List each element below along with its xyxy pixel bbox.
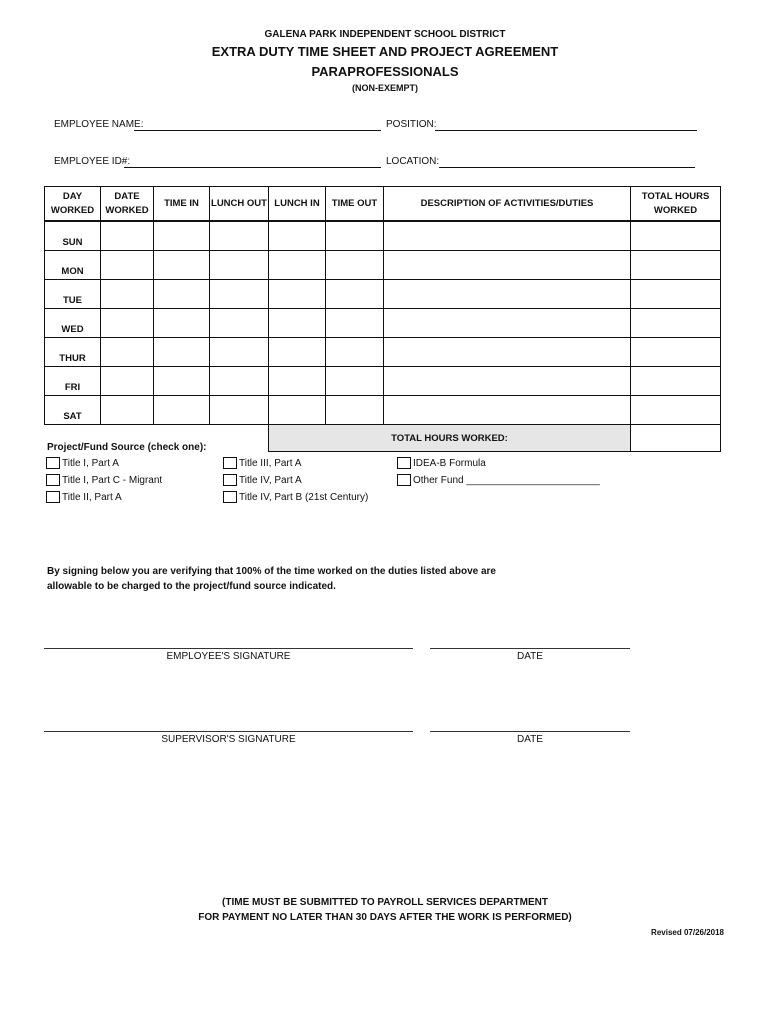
employee-id-label: EMPLOYEE ID#: xyxy=(54,156,131,167)
description-cell[interactable] xyxy=(384,338,631,367)
column-header: LUNCH IN xyxy=(269,187,326,222)
fund-option-title-iv-b[interactable]: Title IV, Part B (21st Century) xyxy=(223,491,368,503)
table-row xyxy=(45,221,721,251)
employee-name-line[interactable] xyxy=(134,130,381,131)
time-sheet-table xyxy=(44,186,721,452)
location-label: LOCATION: xyxy=(386,156,440,167)
total-hours-cell[interactable] xyxy=(631,338,721,367)
date-cell[interactable] xyxy=(101,280,154,309)
day-cell: SAT xyxy=(45,396,101,425)
checkbox[interactable] xyxy=(223,474,237,486)
exempt-status: (NON-EXEMPT) xyxy=(352,83,418,93)
time-out-cell[interactable] xyxy=(326,396,384,425)
description-cell[interactable] xyxy=(384,396,631,425)
date-cell[interactable] xyxy=(101,396,154,425)
checkbox[interactable] xyxy=(397,457,411,469)
supervisor-date-label: DATE xyxy=(517,734,543,745)
column-header: TIME IN xyxy=(154,187,210,222)
description-cell[interactable] xyxy=(384,251,631,280)
time-in-cell[interactable] xyxy=(154,367,210,396)
form-title: EXTRA DUTY TIME SHEET AND PROJECT AGREEMENT xyxy=(211,44,559,59)
fund-option-title-i-a[interactable]: Title I, Part A xyxy=(46,457,119,469)
lunch-in-cell[interactable] xyxy=(269,221,326,251)
description-cell[interactable] xyxy=(384,280,631,309)
day-cell: WED xyxy=(45,309,101,338)
time-in-cell[interactable] xyxy=(154,251,210,280)
time-in-cell[interactable] xyxy=(154,221,210,251)
date-cell[interactable] xyxy=(101,338,154,367)
employee-date-label: DATE xyxy=(517,651,543,662)
date-cell[interactable] xyxy=(101,309,154,338)
date-cell[interactable] xyxy=(101,251,154,280)
supervisor-date-line[interactable] xyxy=(430,731,630,732)
lunch-in-cell[interactable] xyxy=(269,396,326,425)
lunch-out-cell[interactable] xyxy=(210,221,269,251)
verification-statement: By signing below you are verifying that 100% of the time worked on the duties listed above are allowable to be charged to the project/fund source indicated. xyxy=(47,566,496,592)
total-hours-cell[interactable] xyxy=(631,367,721,396)
date-cell[interactable] xyxy=(101,221,154,251)
lunch-out-cell[interactable] xyxy=(210,396,269,425)
table-row xyxy=(45,280,721,309)
time-out-cell[interactable] xyxy=(326,251,384,280)
total-hours-value[interactable] xyxy=(631,425,721,452)
table-row xyxy=(45,367,721,396)
day-cell: THUR xyxy=(45,338,101,367)
fund-option-idea-b[interactable]: IDEA-B Formula xyxy=(397,457,486,469)
fund-option-title-iv-a[interactable]: Title IV, Part A xyxy=(223,474,302,486)
fund-source-title: Project/Fund Source (check one): xyxy=(47,442,207,453)
day-cell: SUN xyxy=(45,221,101,251)
checkbox[interactable] xyxy=(46,474,60,486)
form-subtitle: PARAPROFESSIONALS xyxy=(311,64,459,79)
lunch-in-cell[interactable] xyxy=(269,280,326,309)
time-in-cell[interactable] xyxy=(154,338,210,367)
lunch-in-cell[interactable] xyxy=(269,309,326,338)
time-out-cell[interactable] xyxy=(326,309,384,338)
day-cell: FRI xyxy=(45,367,101,396)
description-cell[interactable] xyxy=(384,367,631,396)
total-hours-label: TOTAL HOURS WORKED: xyxy=(269,425,631,452)
total-hours-cell[interactable] xyxy=(631,309,721,338)
lunch-out-cell[interactable] xyxy=(210,309,269,338)
column-header: LUNCH OUT xyxy=(210,187,269,222)
checkbox[interactable] xyxy=(223,457,237,469)
employee-id-line[interactable] xyxy=(124,167,381,168)
revision-date: Revised 07/26/2018 xyxy=(651,928,724,937)
date-cell[interactable] xyxy=(101,367,154,396)
column-header: TOTAL HOURS WORKED xyxy=(631,187,721,222)
time-out-cell[interactable] xyxy=(326,338,384,367)
table-header-row xyxy=(45,187,721,222)
total-hours-cell[interactable] xyxy=(631,221,721,251)
position-label: POSITION: xyxy=(386,119,437,130)
time-in-cell[interactable] xyxy=(154,396,210,425)
employee-name-label: EMPLOYEE NAME: xyxy=(54,119,144,130)
table-row xyxy=(45,309,721,338)
lunch-in-cell[interactable] xyxy=(269,338,326,367)
location-line[interactable] xyxy=(439,167,695,168)
position-line[interactable] xyxy=(435,130,697,131)
district-name: GALENA PARK INDEPENDENT SCHOOL DISTRICT xyxy=(264,29,506,40)
checkbox[interactable] xyxy=(46,491,60,503)
description-cell[interactable] xyxy=(384,309,631,338)
fund-option-title-ii-a[interactable]: Title II, Part A xyxy=(46,491,122,503)
checkbox[interactable] xyxy=(397,474,411,486)
lunch-out-cell[interactable] xyxy=(210,280,269,309)
employee-date-line[interactable] xyxy=(430,648,630,649)
total-hours-cell[interactable] xyxy=(631,396,721,425)
lunch-in-cell[interactable] xyxy=(269,367,326,396)
employee-signature-label: EMPLOYEE'S SIGNATURE xyxy=(166,651,291,662)
table-row xyxy=(45,251,721,280)
time-out-cell[interactable] xyxy=(326,221,384,251)
submission-note: (TIME MUST BE SUBMITTED TO PAYROLL SERVICES DEPARTMENT FOR PAYMENT NO LATER THAN 30 DAYS AFTER THE WORK IS PERFORMED) xyxy=(198,897,572,923)
employee-signature-line[interactable] xyxy=(44,648,413,649)
total-hours-cell[interactable] xyxy=(631,251,721,280)
time-in-cell[interactable] xyxy=(154,309,210,338)
table-row xyxy=(45,338,721,367)
fund-option-other[interactable]: Other Fund ________________________ xyxy=(397,474,600,486)
column-header: DATE WORKED xyxy=(101,187,154,222)
checkbox[interactable] xyxy=(46,457,60,469)
column-header: TIME OUT xyxy=(326,187,384,222)
lunch-in-cell[interactable] xyxy=(269,251,326,280)
fund-option-title-i-c[interactable]: Title I, Part C - Migrant xyxy=(46,474,162,486)
total-hours-cell[interactable] xyxy=(631,280,721,309)
lunch-out-cell[interactable] xyxy=(210,367,269,396)
day-cell: TUE xyxy=(45,280,101,309)
time-in-cell[interactable] xyxy=(154,280,210,309)
supervisor-signature-line[interactable] xyxy=(44,731,413,732)
lunch-out-cell[interactable] xyxy=(210,251,269,280)
description-cell[interactable] xyxy=(384,221,631,251)
column-header: DAY WORKED xyxy=(45,187,101,222)
fund-option-title-iii-a[interactable]: Title III, Part A xyxy=(223,457,301,469)
time-out-cell[interactable] xyxy=(326,367,384,396)
column-header: DESCRIPTION OF ACTIVITIES/DUTIES xyxy=(384,187,631,222)
time-out-cell[interactable] xyxy=(326,280,384,309)
lunch-out-cell[interactable] xyxy=(210,338,269,367)
checkbox[interactable] xyxy=(223,491,237,503)
table-row xyxy=(45,396,721,425)
supervisor-signature-label: SUPERVISOR'S SIGNATURE xyxy=(161,734,296,745)
day-cell: MON xyxy=(45,251,101,280)
